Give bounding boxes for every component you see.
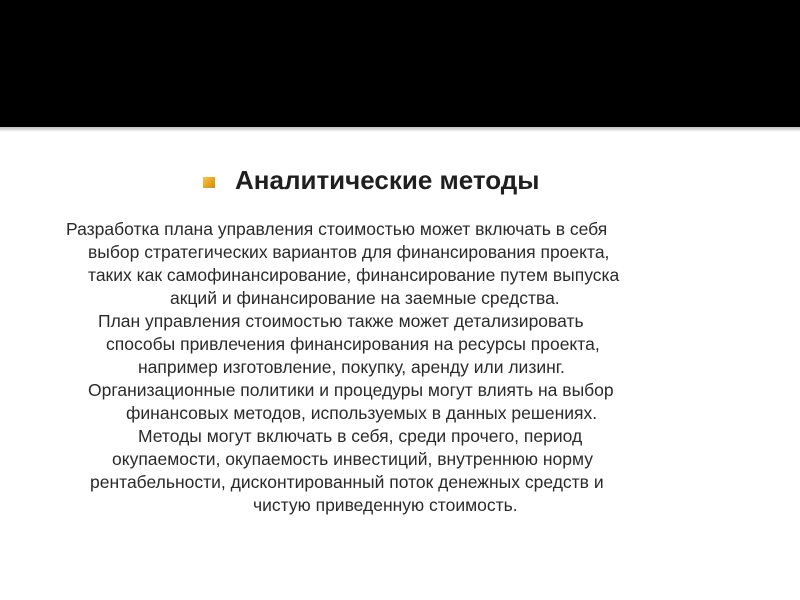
body-line: Методы могут включать в себя, среди прочего, период (138, 426, 583, 446)
heading-row (203, 162, 540, 198)
body-paragraph (40, 218, 760, 517)
body-line: окупаемости, окупаемость инвестиций, внутреннюю норму (112, 449, 593, 469)
body-line: финансовых методов, используемых в данных решениях. (126, 403, 598, 423)
body-line: Организационные политики и процедуры могут влиять на выбор (88, 380, 614, 400)
top-black-band (0, 0, 800, 127)
body-line: Разработка плана управления стоимостью может включать в себя (66, 219, 608, 239)
body-line: рентабельности, дисконтированный поток денежных средств и (90, 472, 604, 492)
body-line: способы привлечения финансирования на ресурсы проекта, (106, 334, 600, 354)
body-line: План управления стоимостью также может детализировать (98, 311, 584, 331)
body-line: чистую приведенную стоимость. (253, 495, 518, 515)
square-bullet-icon (203, 177, 215, 188)
slide-heading: Аналитические методы (235, 164, 540, 195)
body-line: например изготовление, покупку, аренду или лизинг. (138, 357, 565, 377)
body-line: выбор стратегических вариантов для финансирования проекта, (88, 242, 610, 262)
band-shadow-divider (0, 127, 800, 132)
body-line: таких как самофинансирование, финансирование путем выпуска (88, 265, 620, 285)
body-line: акций и финансирование на заемные средства. (170, 288, 560, 308)
